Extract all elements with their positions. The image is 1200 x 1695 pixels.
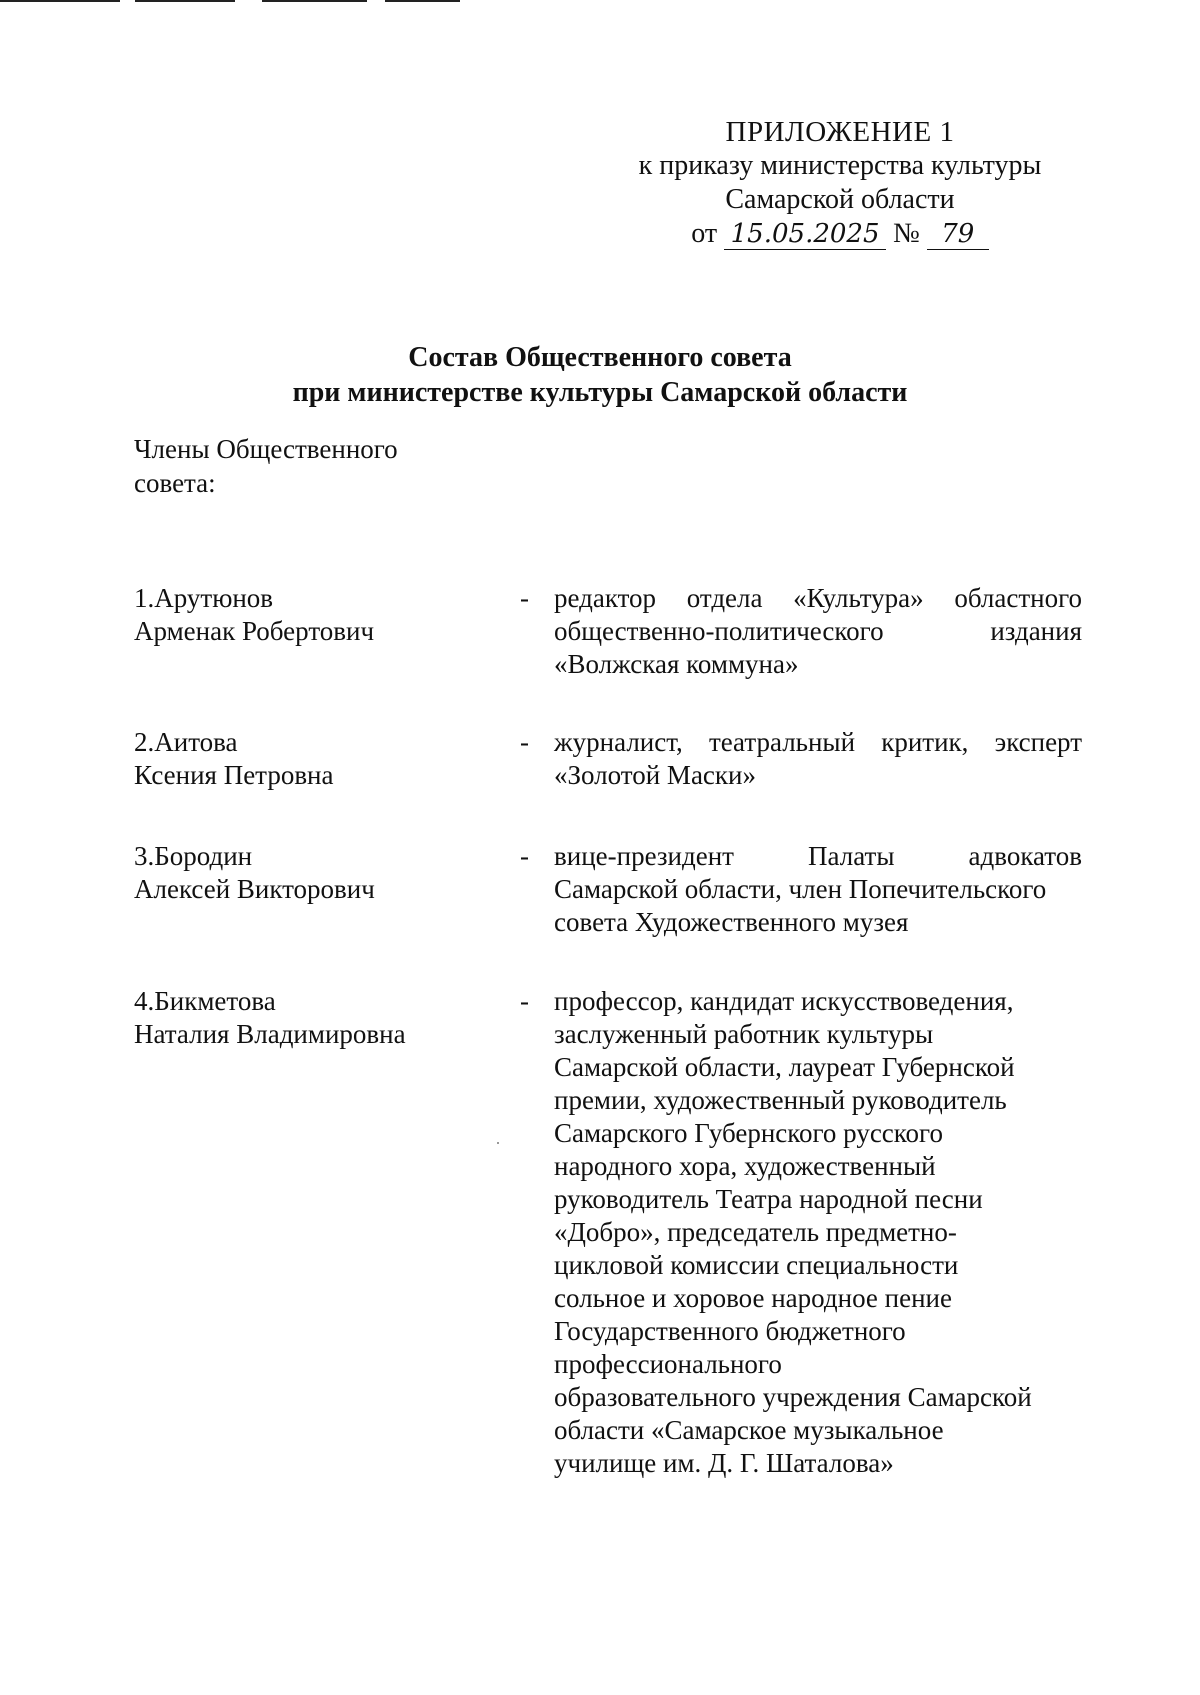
description-line: образовательного учреждения Самарской [554, 1382, 1032, 1412]
appendix-block [600, 115, 1080, 251]
number-prefix: № [893, 218, 920, 249]
member-description [554, 840, 1082, 939]
member-dash: - [520, 583, 529, 613]
document-title [0, 340, 1200, 410]
description-line: заслуженный работник культуры [554, 1019, 934, 1049]
description-line: вице-президент Палаты адвокатов [554, 841, 1082, 871]
description-line: народного хора, художественный [554, 1151, 936, 1181]
member-dash: - [520, 841, 529, 871]
member-name [134, 582, 504, 648]
appendix-order-line: к приказу министерства культуры [638, 150, 1042, 181]
description-line: Самарского Губернского русского [554, 1118, 943, 1148]
appendix-heading: ПРИЛОЖЕНИЕ 1 [725, 116, 955, 148]
member-given-name: Арменак Робертович [134, 616, 375, 646]
description-line: руководитель Театра народной песни [554, 1184, 983, 1214]
description-line: сольное и хоровое народное пение [554, 1283, 952, 1313]
member-surname: 3.Бородин [134, 841, 253, 871]
description-line: редактор отдела «Культура» областного [554, 583, 1082, 613]
title-line-2: при министерстве культуры Самарской области [292, 377, 908, 408]
title-line-1: Состав Общественного совета [408, 342, 792, 373]
member-surname: 2.Аитова [134, 727, 238, 757]
scan-mark [262, 0, 367, 2]
scan-edge-marks [0, 0, 1200, 4]
members-label [134, 432, 454, 500]
member-name [134, 985, 504, 1051]
appendix-region-line: Самарской области [725, 184, 955, 215]
description-line: «Волжская коммуна» [554, 649, 799, 679]
member-dash: - [520, 727, 529, 757]
member-name [134, 726, 504, 792]
description-line: области «Самарское музыкальное [554, 1415, 944, 1445]
member-description [554, 726, 1082, 792]
members-label-line-1: Члены Общественного [134, 434, 398, 464]
description-line: премии, художественный руководитель [554, 1085, 1007, 1115]
description-line: общественно-политического издания [554, 616, 1082, 646]
description-line: Самарской области, член Попечительского [554, 874, 1047, 904]
member-given-name: Наталия Владимировна [134, 1019, 406, 1049]
description-line: «Добро», председатель предметно- [554, 1217, 957, 1247]
members-label-line-2: совета: [134, 468, 216, 498]
appendix-date-line [600, 217, 1080, 251]
handwritten-number: 79 [927, 219, 989, 250]
member-dash: - [520, 986, 529, 1016]
description-line: профессионального [554, 1349, 782, 1379]
description-line: «Золотой Маски» [554, 760, 756, 790]
scan-speck [497, 1142, 499, 1144]
member-name [134, 840, 504, 906]
scan-mark [135, 0, 235, 2]
description-line: совета Художественного музея [554, 907, 909, 937]
member-description [554, 582, 1082, 681]
handwritten-date: 15.05.2025 [724, 219, 886, 250]
description-line: училище им. Д. Г. Шаталова» [554, 1448, 894, 1478]
member-description [554, 985, 1082, 1480]
description-line: цикловой комиссии специальности [554, 1250, 959, 1280]
description-line: Государственного бюджетного [554, 1316, 906, 1346]
description-line: профессор, кандидат искусствоведения, [554, 986, 1014, 1016]
member-given-name: Алексей Викторович [134, 874, 375, 904]
scan-mark [0, 0, 120, 2]
description-line: Самарской области, лауреат Губернской [554, 1052, 1015, 1082]
scan-mark [385, 0, 460, 2]
member-surname: 4.Бикметова [134, 986, 276, 1016]
date-prefix: от [691, 218, 718, 249]
description-line: журналист, театральный критик, эксперт [554, 727, 1082, 757]
member-surname: 1.Арутюнов [134, 583, 274, 613]
member-given-name: Ксения Петровна [134, 760, 334, 790]
